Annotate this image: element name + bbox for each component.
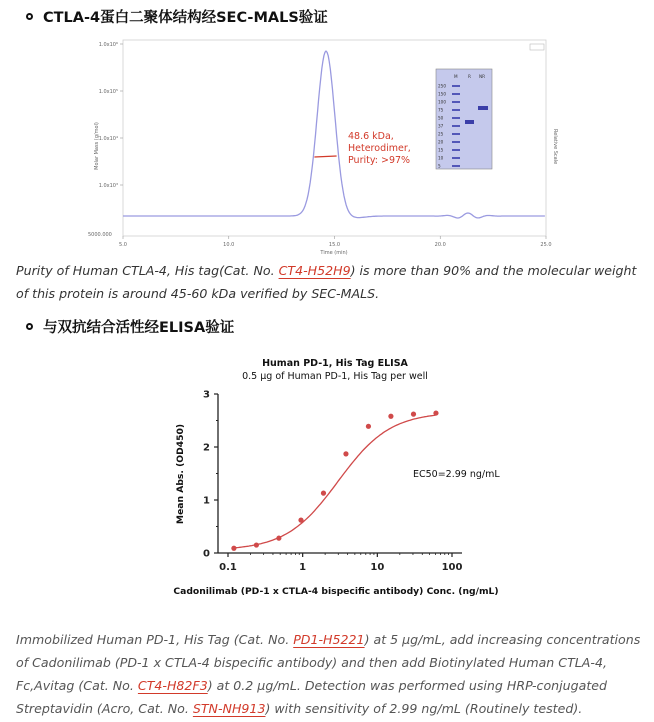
gel-marker-label: 50 xyxy=(438,115,444,121)
gel-band-r xyxy=(465,120,474,124)
gel-marker-band xyxy=(452,117,460,119)
cat-link-pd1-h5221[interactable]: PD1-H5221 xyxy=(293,632,365,647)
data-point xyxy=(321,491,326,496)
gel-marker-band xyxy=(452,109,460,111)
ec50-annotation: EC50=2.99 ng/mL xyxy=(413,469,500,480)
fit-curve xyxy=(234,415,436,548)
data-point xyxy=(433,410,438,415)
bullet-icon xyxy=(26,323,33,330)
gel-marker-band xyxy=(452,93,460,95)
y-tick-label: 1.0x10³ xyxy=(98,183,118,189)
caption-text: Purity of Human CTLA-4, His tag(Cat. No. xyxy=(16,263,279,278)
sec-mals-chart xyxy=(86,36,564,256)
data-point xyxy=(343,451,348,456)
section-heading-sec-mals xyxy=(26,6,328,27)
x-tick-label: 10 xyxy=(370,562,385,573)
data-point xyxy=(298,518,303,523)
gel-marker-band xyxy=(452,165,460,167)
x-tick-label: 25.0 xyxy=(540,242,552,248)
gel-marker-label: 37 xyxy=(438,123,444,129)
heading-text: CTLA-4蛋白二聚体结构经SEC-MALS验证 xyxy=(43,10,328,26)
chart-title: Human PD-1, His Tag ELISA xyxy=(262,358,408,369)
y-bottom-label: 5000.000 xyxy=(88,232,112,238)
gel-marker-label: 100 xyxy=(438,99,446,105)
gel-marker-label: 5 xyxy=(438,163,441,169)
annotation-line-1: 48.6 kDa, xyxy=(348,131,394,142)
gel-inset xyxy=(436,69,492,169)
x-tick-label: 1 xyxy=(299,562,307,573)
gel-lane-m: M xyxy=(454,74,458,79)
data-point xyxy=(254,542,259,547)
chart-subtitle: 0.5 μg of Human PD-1, His Tag per well xyxy=(242,371,428,382)
y-axis-label: Mean Abs. (OD450) xyxy=(175,423,186,525)
y-tick-label: 1.0x10⁵ xyxy=(98,89,118,95)
x-axis-label: Time (min) xyxy=(320,250,348,256)
heading-text: 与双抗结合活性经ELISA验证 xyxy=(43,320,235,336)
caption-text: ) at 5 μg/mL, add increasing concentrations of Cadonilimab (PD-1 x CTLA-4 bispecific antibody) and then add Biotinylated Human CTLA-4, Fc,Avitag (Cat. No. xyxy=(16,632,641,693)
gel-lane-r: R xyxy=(468,74,471,79)
caption-text: ) at 0.2 μg/mL. Detection was performed using HRP-conjugated Streptavidin (Acro, Cat. No. xyxy=(16,678,608,716)
gel-marker-label: 250 xyxy=(438,83,446,89)
gel-marker-band xyxy=(452,141,460,143)
x-tick-label: 100 xyxy=(441,562,463,573)
section-heading-elisa xyxy=(26,316,234,337)
bullet-icon xyxy=(26,13,33,20)
gel-band-nr xyxy=(478,106,488,110)
x-tick-label: 15.0 xyxy=(328,242,341,248)
annotation-line-3: Purity: >97% xyxy=(348,155,411,166)
data-point xyxy=(411,412,416,417)
y-tick-label: 1.0x10⁴ xyxy=(98,136,118,142)
y-axis-label: Molar Mass (g/mol) xyxy=(94,122,100,170)
x-axis-label: Cadonilimab (PD-1 x CTLA-4 bispecific antibody) Conc. (ng/mL) xyxy=(173,586,499,597)
elisa-chart xyxy=(170,350,500,602)
gel-marker-label: 10 xyxy=(438,155,444,161)
caption-text: Immobilized Human PD-1, His Tag (Cat. No. xyxy=(16,632,294,647)
annotation-line-2: Heterodimer, xyxy=(348,143,411,154)
y-tick-label: 3 xyxy=(203,389,210,401)
gel-marker-band xyxy=(452,125,460,127)
gel-marker-label: 15 xyxy=(438,147,444,153)
x-tick-label: 10.0 xyxy=(223,242,235,248)
gel-marker-band xyxy=(452,133,460,135)
cat-link-stn-nh913[interactable]: STN-NH913 xyxy=(192,701,266,716)
cat-link-ct4-h52h9[interactable]: CT4-H52H9 xyxy=(278,263,351,278)
gel-marker-band xyxy=(452,85,460,87)
gel-marker-band xyxy=(452,149,460,151)
gel-marker-band xyxy=(452,101,460,103)
caption-sec-mals xyxy=(16,259,648,305)
data-point xyxy=(366,424,371,429)
gel-marker-band xyxy=(452,157,460,159)
gel-marker-label: 75 xyxy=(438,107,444,113)
y-tick-label: 2 xyxy=(203,442,210,454)
gel-marker-label: 25 xyxy=(438,131,444,137)
right-axis-label: Relative Scale xyxy=(552,129,558,165)
cat-link-ct4-h82f3[interactable]: CT4-H82F3 xyxy=(137,678,208,693)
gel-marker-label: 20 xyxy=(438,139,444,145)
gel-lane-nr: NR xyxy=(479,74,486,79)
y-tick-label: 0 xyxy=(203,548,210,560)
elisa-plot xyxy=(170,350,500,602)
data-point xyxy=(231,546,236,551)
x-tick-label: 5.0 xyxy=(119,242,127,248)
caption-text: ) is more than 90% and the molecular weight of this protein is around 45-60 kDa verified by SEC-MALS. xyxy=(16,263,637,301)
y-tick-label: 1 xyxy=(203,495,210,507)
data-point xyxy=(388,414,393,419)
gel-marker-label: 150 xyxy=(438,91,446,97)
sec-mals-plot xyxy=(86,36,564,256)
y-tick-label: 1.0x10⁶ xyxy=(98,42,118,48)
caption-elisa xyxy=(16,628,648,720)
x-tick-label: 0.1 xyxy=(219,562,237,573)
caption-text: ) with sensitivity of 2.99 ng/mL (Routinely tested). xyxy=(265,701,583,716)
x-tick-label: 20.0 xyxy=(434,242,446,248)
data-point xyxy=(276,536,281,541)
